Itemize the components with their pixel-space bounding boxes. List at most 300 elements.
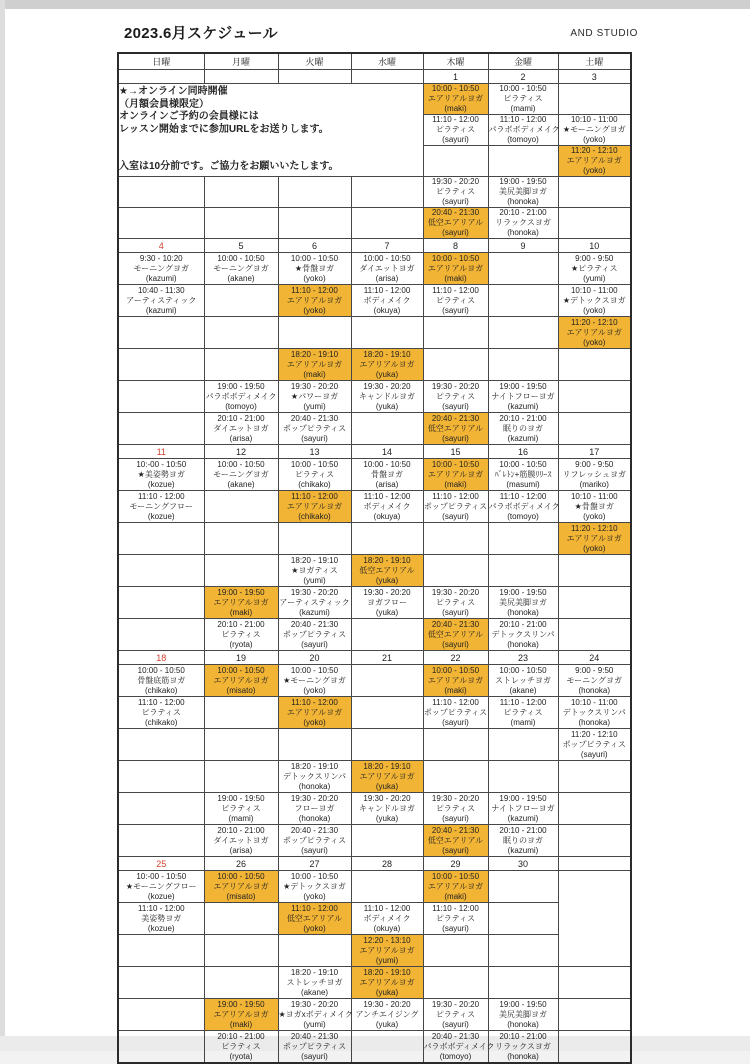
lesson-name: ピラティス xyxy=(435,391,476,401)
lesson-time: 11:10 - 12:00 xyxy=(432,285,479,295)
date-cell: 10 xyxy=(558,239,631,253)
lesson-name: ナイトフローヨガ xyxy=(491,803,555,813)
lesson-cell xyxy=(488,177,558,208)
lesson-cell xyxy=(423,999,488,1031)
lesson-time: 19:00 - 19:50 xyxy=(499,381,547,391)
lesson-time: 18:20 - 19:10 xyxy=(363,555,411,565)
lesson-name: ポップピラティス xyxy=(282,835,347,845)
lesson-teacher: (yuka) xyxy=(375,369,399,379)
lesson-name: ヨガフロー xyxy=(367,597,407,607)
lesson-cell xyxy=(278,871,351,903)
lesson-teacher: (kazumi) xyxy=(507,813,539,823)
empty-cell xyxy=(488,317,558,349)
lesson-teacher: (kazumi) xyxy=(507,401,539,411)
empty-cell xyxy=(278,208,351,239)
lesson-teacher: (yuka) xyxy=(375,987,399,997)
lesson-name: ナイトフローヨガ xyxy=(491,391,555,401)
lesson-name: 眠りのヨガ xyxy=(503,423,543,433)
lesson-teacher: (sayuri) xyxy=(442,228,469,237)
lesson-time: 9:30 - 10:20 xyxy=(139,253,183,263)
lesson-name: ポップピラティス xyxy=(282,423,347,433)
lesson-cell xyxy=(278,491,351,523)
lesson-cell xyxy=(488,825,558,857)
day-header: 火曜 xyxy=(278,53,351,70)
lesson-name: モーニングヨガ xyxy=(213,263,269,273)
lesson-time: 10:00 - 10:50 xyxy=(290,871,339,881)
lesson-name: ピラティス xyxy=(221,1041,261,1051)
lesson-time: 10:00 - 10:50 xyxy=(290,459,339,469)
lesson-name: ストレッチヨガ xyxy=(495,675,551,685)
lesson-time: 11:10 - 12:00 xyxy=(291,491,338,501)
empty-cell xyxy=(204,208,278,239)
date-cell: 20 xyxy=(278,651,351,665)
lesson-name: ピラティス xyxy=(503,707,543,717)
lesson-cell xyxy=(488,208,558,239)
lesson-name: ★骨盤ヨガ xyxy=(574,501,614,511)
lesson-name: パラボボディメイク xyxy=(488,501,560,511)
lesson-time: 19:30 - 20:20 xyxy=(363,381,411,391)
lesson-cell xyxy=(204,459,278,491)
notes-line: ★→オンライン同時開催 xyxy=(119,86,228,98)
empty-cell xyxy=(423,761,488,793)
lesson-time: 10:00 - 10:50 xyxy=(363,459,411,469)
lesson-name: エアリアルヨガ xyxy=(427,881,484,891)
lesson-name: ★デトックスヨガ xyxy=(283,881,346,891)
date-cell: 7 xyxy=(351,239,423,253)
lesson-name: ピラティス xyxy=(221,629,261,639)
lesson-teacher: (tomoyo) xyxy=(507,135,539,144)
lesson-teacher: (yoko) xyxy=(303,891,326,901)
lesson-cell xyxy=(278,761,351,793)
lesson-name: キャンドルヨガ xyxy=(359,803,415,813)
empty-cell xyxy=(558,587,631,619)
photo-edge-left xyxy=(0,0,5,1051)
lesson-cell xyxy=(204,999,278,1031)
lesson-name: ボディメイク xyxy=(363,295,411,305)
date-cell: 18 xyxy=(118,651,204,665)
lesson-teacher: (yuka) xyxy=(375,813,399,823)
empty-cell xyxy=(488,761,558,793)
lesson-teacher: (arisa) xyxy=(375,479,399,489)
date-cell: 28 xyxy=(351,857,423,871)
lesson-name: 低空エアリアル xyxy=(427,629,484,639)
lesson-name: ピラティス xyxy=(435,125,476,134)
day-header: 土曜 xyxy=(558,53,631,70)
date-cell: 8 xyxy=(423,239,488,253)
lesson-time: 11:10 - 12:00 xyxy=(499,697,547,707)
lesson-teacher: (sayuri) xyxy=(442,401,469,411)
lesson-time: 19:30 - 20:20 xyxy=(431,999,480,1009)
lesson-time: 10:10 - 11:00 xyxy=(570,115,618,124)
lesson-cell xyxy=(278,253,351,285)
lesson-name: ★骨盤ヨガ xyxy=(294,263,335,273)
lesson-name: ★モーニングヨガ xyxy=(562,125,626,134)
empty-cell xyxy=(558,413,631,445)
lesson-name: ﾊﾞﾚﾄﾝ+筋膜ﾘﾘｰｽ xyxy=(494,469,552,479)
schedule-table xyxy=(117,52,632,1064)
lesson-cell xyxy=(558,729,631,761)
lesson-teacher: (akane) xyxy=(509,685,537,695)
lesson-cell xyxy=(558,697,631,729)
lesson-cell xyxy=(351,967,423,999)
lesson-name: アーティスティック xyxy=(126,295,197,305)
lesson-teacher: (okuya) xyxy=(373,923,401,933)
lesson-teacher: (sayuri) xyxy=(442,639,469,649)
lesson-name: エアリアルヨガ xyxy=(566,327,622,337)
page-title: 2023.6月スケジュール xyxy=(124,25,278,42)
studio-name: AND STUDIO xyxy=(570,28,638,39)
lesson-cell xyxy=(423,177,488,208)
lesson-teacher: (kozue) xyxy=(147,479,175,489)
empty-cell xyxy=(204,177,278,208)
lesson-time: 10:10 - 11:00 xyxy=(570,285,618,295)
lesson-teacher: (kozue) xyxy=(147,891,175,901)
notes-line: 入室は10分前です。ご協力をお願いいたします。 xyxy=(119,161,339,173)
lesson-cell xyxy=(204,413,278,445)
lesson-teacher: (yoko) xyxy=(583,305,606,315)
lesson-name: ★モーニングヨガ xyxy=(283,675,346,685)
lesson-cell xyxy=(423,665,488,697)
empty-cell xyxy=(351,317,423,349)
lesson-teacher: (yoko) xyxy=(583,543,606,553)
lesson-cell xyxy=(423,619,488,651)
lesson-teacher: (kazumi) xyxy=(507,433,539,443)
empty-cell xyxy=(488,555,558,587)
lesson-teacher: (mariko) xyxy=(579,479,609,489)
empty-cell xyxy=(351,413,423,445)
lesson-teacher: (sayuri) xyxy=(301,1051,328,1061)
lesson-time: 18:20 - 19:10 xyxy=(363,761,411,771)
empty-cell xyxy=(488,285,558,317)
lesson-time: 19:30 - 20:20 xyxy=(431,177,480,186)
empty-cell xyxy=(558,619,631,651)
lesson-name: ピラティス xyxy=(435,913,476,923)
lesson-name: 美尻美脚ヨガ xyxy=(499,597,547,607)
lesson-cell xyxy=(278,967,351,999)
date-cell: 26 xyxy=(204,857,278,871)
lesson-name: ピラティス xyxy=(435,295,476,305)
lesson-time: 20:10 - 21:00 xyxy=(499,825,547,835)
lesson-teacher: (honoka) xyxy=(578,685,611,695)
lesson-time: 9:00 - 9:50 xyxy=(575,459,614,469)
lesson-name: パラボボディメイク xyxy=(488,125,560,134)
lesson-cell xyxy=(488,84,558,115)
lesson-time: 19:30 - 20:20 xyxy=(290,381,339,391)
lesson-teacher: (kozue) xyxy=(147,511,175,521)
lesson-cell xyxy=(558,253,631,285)
lesson-name: リラックスヨガ xyxy=(495,218,551,227)
date-cell: 19 xyxy=(204,651,278,665)
lesson-name: 眠りのヨガ xyxy=(503,835,543,845)
lesson-name: ダイエットヨガ xyxy=(213,835,269,845)
lesson-name: ストレッチヨガ xyxy=(286,977,343,987)
lesson-cell xyxy=(488,115,558,146)
empty-cell xyxy=(204,349,278,381)
lesson-name: モーニングヨガ xyxy=(566,675,623,685)
lesson-cell xyxy=(204,825,278,857)
lesson-cell xyxy=(278,555,351,587)
empty-cell xyxy=(558,555,631,587)
lesson-time: 10:10 - 11:00 xyxy=(570,697,618,707)
lesson-teacher: (arisa) xyxy=(375,273,399,283)
lesson-cell xyxy=(423,459,488,491)
lesson-cell xyxy=(351,381,423,413)
date-cell: 17 xyxy=(558,445,631,459)
lesson-teacher: (yuka) xyxy=(375,1019,399,1029)
lesson-cell xyxy=(488,459,558,491)
lesson-name: エアリアルヨガ xyxy=(213,597,269,607)
lesson-time: 11:10 - 12:00 xyxy=(363,285,411,295)
lesson-time: 11:20 - 12:10 xyxy=(570,729,618,739)
lesson-name: ピラティス xyxy=(294,469,335,479)
lesson-teacher: (sayuri) xyxy=(301,639,328,649)
lesson-time: 11:10 - 12:00 xyxy=(291,903,338,913)
empty-cell xyxy=(118,761,204,793)
lesson-name: エアリアルヨガ xyxy=(359,945,415,955)
lesson-name: ★ヨガxボディメイク xyxy=(278,1009,353,1019)
lesson-teacher: (yuka) xyxy=(375,607,399,617)
lesson-teacher: (maki) xyxy=(444,479,467,489)
lesson-cell xyxy=(278,285,351,317)
lesson-time: 10:00 - 10:50 xyxy=(217,665,265,675)
empty-cell xyxy=(118,793,204,825)
lesson-teacher: (sayuri) xyxy=(580,749,608,759)
empty-cell xyxy=(558,967,631,999)
lesson-teacher: (maki) xyxy=(444,273,467,283)
lesson-cell xyxy=(278,903,351,935)
lesson-teacher: (chikako) xyxy=(298,511,331,521)
date-cell xyxy=(118,70,204,84)
lesson-teacher: (yumi) xyxy=(375,955,399,965)
lesson-name: エアリアルヨガ xyxy=(566,533,622,543)
lesson-time: 20:10 - 21:00 xyxy=(217,413,265,423)
lesson-time: 20:40 - 21:30 xyxy=(431,1031,480,1041)
lesson-time: 11:10 - 12:00 xyxy=(137,903,185,913)
lesson-teacher: (misato) xyxy=(226,685,256,695)
lesson-cell xyxy=(204,253,278,285)
empty-cell xyxy=(278,177,351,208)
date-cell: 23 xyxy=(488,651,558,665)
empty-cell xyxy=(278,317,351,349)
date-cell: 1 xyxy=(423,70,488,84)
lesson-teacher: (yoko) xyxy=(303,305,326,315)
empty-cell xyxy=(118,825,204,857)
lesson-teacher: (tomoyo) xyxy=(507,511,539,521)
empty-cell xyxy=(488,871,558,903)
lesson-teacher: (kazumi) xyxy=(299,607,330,617)
date-cell: 13 xyxy=(278,445,351,459)
empty-cell xyxy=(278,523,351,555)
empty-cell xyxy=(351,697,423,729)
empty-cell xyxy=(423,935,488,967)
lesson-cell xyxy=(351,761,423,793)
lesson-teacher: (yuka) xyxy=(375,781,399,791)
lesson-time: 11:20 - 12:10 xyxy=(570,146,618,155)
empty-cell xyxy=(118,1031,204,1064)
lesson-cell xyxy=(423,115,488,146)
empty-cell xyxy=(488,523,558,555)
lesson-name: ポップピラティス xyxy=(423,501,488,511)
lesson-cell xyxy=(488,999,558,1031)
day-header: 月曜 xyxy=(204,53,278,70)
lesson-name: ピラティス xyxy=(435,1009,476,1019)
empty-cell xyxy=(351,177,423,208)
empty-cell xyxy=(558,999,631,1031)
lesson-time: 9:00 - 9:50 xyxy=(575,253,614,263)
lesson-cell xyxy=(278,381,351,413)
lesson-name: ダイエットヨガ xyxy=(359,263,415,273)
lesson-name: ピラティス xyxy=(221,803,261,813)
lesson-teacher: (okuya) xyxy=(373,511,401,521)
notes-spacer xyxy=(119,136,423,161)
empty-cell xyxy=(423,146,488,177)
lesson-teacher: (sayuri) xyxy=(442,135,469,144)
lesson-name: ポップピラティス xyxy=(562,739,626,749)
lesson-cell xyxy=(204,793,278,825)
date-cell: 4 xyxy=(118,239,204,253)
lesson-time: 20:40 - 21:30 xyxy=(431,619,480,629)
lesson-teacher: (honoka) xyxy=(507,228,539,237)
lesson-teacher: (kazumi) xyxy=(145,305,177,315)
lesson-time: 18:20 - 19:10 xyxy=(290,967,339,977)
lesson-name: ダイエットヨガ xyxy=(213,423,269,433)
lesson-time: 10:00 - 10:50 xyxy=(499,459,547,469)
lesson-time: 11:10 - 12:00 xyxy=(432,903,479,913)
lesson-name: エアリアルヨガ xyxy=(359,359,415,369)
lesson-cell xyxy=(488,665,558,697)
lesson-cell xyxy=(278,999,351,1031)
empty-cell xyxy=(278,729,351,761)
lesson-time: 11:10 - 12:00 xyxy=(499,115,547,124)
lesson-teacher: (arisa) xyxy=(229,433,253,443)
notes-cell xyxy=(118,84,423,177)
lesson-cell xyxy=(423,793,488,825)
empty-cell xyxy=(351,729,423,761)
lesson-teacher: (yuka) xyxy=(375,575,399,585)
lesson-time: 19:30 - 20:20 xyxy=(363,793,411,803)
lesson-name: エアリアルヨガ xyxy=(427,263,484,273)
lesson-cell xyxy=(558,459,631,491)
lesson-name: ★美姿勢ヨガ xyxy=(137,469,185,479)
lesson-name: エアリアルヨガ xyxy=(286,501,343,511)
lesson-name: ポップピラティス xyxy=(282,1041,347,1051)
lesson-cell xyxy=(351,555,423,587)
empty-cell xyxy=(558,208,631,239)
lesson-cell xyxy=(278,825,351,857)
empty-cell xyxy=(204,903,278,935)
lesson-time: 10:-00 - 10:50 xyxy=(136,459,187,469)
day-header: 木曜 xyxy=(423,53,488,70)
date-cell: 5 xyxy=(204,239,278,253)
lesson-cell xyxy=(278,587,351,619)
lesson-time: 20:40 - 21:30 xyxy=(431,413,480,423)
lesson-time: 20:10 - 21:00 xyxy=(499,208,547,217)
empty-cell xyxy=(118,587,204,619)
lesson-time: 11:20 - 12:10 xyxy=(570,317,618,327)
lesson-teacher: (sayuri) xyxy=(301,433,328,443)
lesson-time: 10:00 - 10:50 xyxy=(499,665,547,675)
lesson-teacher: (honoka) xyxy=(578,717,611,727)
lesson-cell xyxy=(488,697,558,729)
lesson-cell xyxy=(278,665,351,697)
date-cell: 30 xyxy=(488,857,558,871)
lesson-name: デトックスリンパ xyxy=(282,771,347,781)
lesson-teacher: (ryota) xyxy=(229,1051,253,1061)
empty-cell xyxy=(118,555,204,587)
empty-cell xyxy=(118,317,204,349)
empty-cell xyxy=(118,413,204,445)
empty-cell xyxy=(204,967,278,999)
empty-cell xyxy=(118,619,204,651)
lesson-cell xyxy=(118,253,204,285)
lesson-name: 美尻美脚ヨガ xyxy=(499,187,547,196)
lesson-teacher: (yoko) xyxy=(303,273,326,283)
lesson-teacher: (kozue) xyxy=(147,923,175,933)
lesson-teacher: (maki) xyxy=(444,685,467,695)
lesson-name: ピラティス xyxy=(435,187,476,196)
date-cell: 11 xyxy=(118,445,204,459)
lesson-name: ピラティス xyxy=(141,707,181,717)
empty-cell xyxy=(488,253,558,285)
lesson-name: エアリアルヨガ xyxy=(427,94,484,103)
date-cell: 27 xyxy=(278,857,351,871)
lesson-cell xyxy=(488,619,558,651)
lesson-cell xyxy=(204,619,278,651)
lesson-cell xyxy=(278,459,351,491)
lesson-cell xyxy=(351,459,423,491)
empty-cell xyxy=(118,381,204,413)
lesson-time: 19:00 - 19:50 xyxy=(217,999,265,1009)
lesson-teacher: (sayuri) xyxy=(442,717,469,727)
lesson-name: エアリアルヨガ xyxy=(359,771,415,781)
lesson-cell xyxy=(558,146,631,177)
lesson-time: 10:00 - 10:50 xyxy=(290,665,339,675)
lesson-cell xyxy=(558,285,631,317)
lesson-time: 11:10 - 12:00 xyxy=(432,697,479,707)
lesson-time: 20:40 - 21:30 xyxy=(290,619,339,629)
lesson-teacher: (chikako) xyxy=(298,479,331,489)
empty-cell xyxy=(558,761,631,793)
lesson-cell xyxy=(351,935,423,967)
lesson-cell xyxy=(278,619,351,651)
lesson-time: 18:20 - 19:10 xyxy=(363,967,411,977)
lesson-teacher: (chikako) xyxy=(145,717,178,727)
lesson-teacher: (akane) xyxy=(227,273,255,283)
lesson-cell xyxy=(351,253,423,285)
date-cell: 25 xyxy=(118,857,204,871)
empty-cell xyxy=(351,871,423,903)
lesson-teacher: (honoka) xyxy=(507,197,539,206)
lesson-teacher: (maki) xyxy=(303,369,326,379)
lesson-time: 18:20 - 19:10 xyxy=(290,761,339,771)
lesson-cell xyxy=(488,491,558,523)
lesson-name: ★ヨガティス xyxy=(291,565,338,575)
lesson-cell xyxy=(423,825,488,857)
lesson-cell xyxy=(558,115,631,146)
lesson-teacher: (yuka) xyxy=(375,401,399,411)
date-cell: 9 xyxy=(488,239,558,253)
date-cell xyxy=(278,70,351,84)
lesson-cell xyxy=(351,999,423,1031)
lesson-cell xyxy=(488,381,558,413)
lesson-cell xyxy=(423,1031,495,1064)
lesson-time: 10:00 - 10:50 xyxy=(217,459,265,469)
lesson-name: キャンドルヨガ xyxy=(359,391,415,401)
lesson-teacher: (kazumi) xyxy=(507,845,539,855)
lesson-time: 19:30 - 20:20 xyxy=(290,587,339,597)
lesson-teacher: (mami) xyxy=(510,104,536,113)
lesson-time: 19:00 - 19:50 xyxy=(217,381,265,391)
